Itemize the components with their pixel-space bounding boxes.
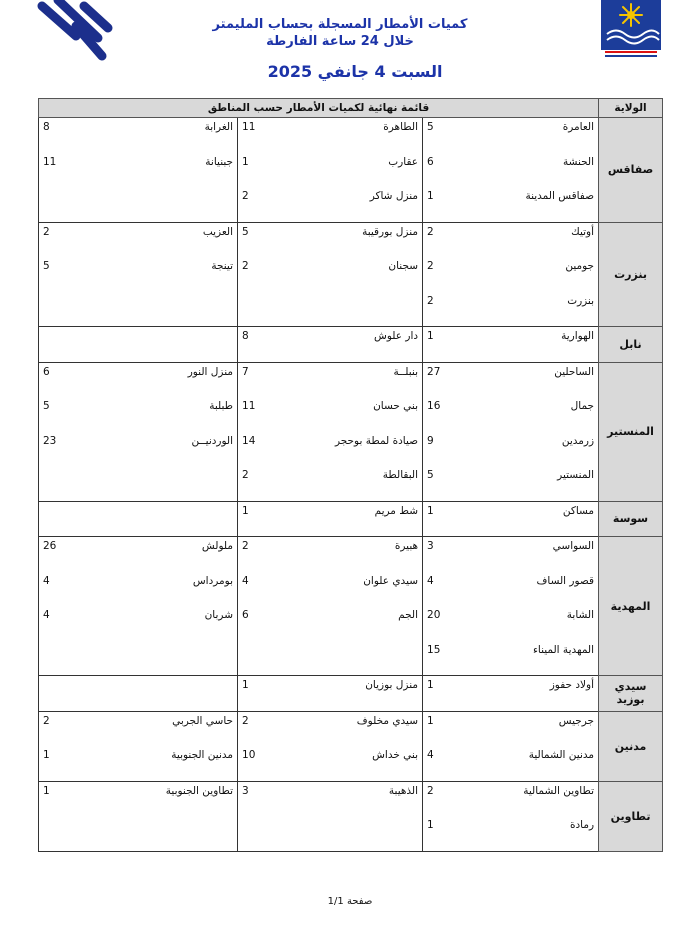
table-row: [39, 606, 663, 641]
rainfall-value: 1: [423, 327, 461, 363]
rainfall-value: [39, 187, 86, 222]
station-name: هبيرة: [276, 537, 423, 572]
rainfall-value: 3: [238, 781, 276, 816]
rainfall-value: 1: [423, 711, 461, 746]
rainfall-value: 1: [423, 676, 461, 712]
page-subtitle: خلال 24 ساعة الفارطة: [266, 34, 414, 49]
governorate-name: المهدية: [599, 537, 663, 676]
station-name: الهوارية: [461, 327, 599, 363]
table-row: [39, 257, 663, 292]
rainfall-value: 4: [43, 609, 50, 621]
rainfall-value: 2: [423, 781, 461, 816]
rainfall-value: 14: [238, 432, 276, 467]
station-name: سيدي علوان: [363, 574, 419, 587]
station-name: العامرة: [461, 118, 599, 153]
rainfall-value: 11: [43, 155, 57, 168]
table-row: [39, 781, 663, 816]
station-name: [86, 187, 238, 222]
station-name: بنزرت: [461, 292, 599, 327]
station-name: بني خداش: [276, 746, 423, 781]
rainfall-body: [39, 118, 663, 852]
station-name: [86, 327, 238, 363]
station-name: جبنيانة: [205, 155, 234, 168]
rainfall-value: 2: [238, 257, 276, 292]
rainfall-value: 2: [423, 257, 461, 292]
rainfall-value: 1: [423, 816, 461, 851]
table-row: [39, 362, 663, 397]
rainfall-value: 1: [238, 153, 276, 188]
rainfall-value: 5: [423, 118, 461, 153]
table-row: [39, 676, 663, 712]
station-name: الغرابة: [86, 118, 238, 153]
rainfall-value: 26: [39, 537, 86, 572]
rainfall-value: 7: [238, 362, 276, 397]
station-name: [86, 816, 238, 851]
table-row: [39, 292, 663, 327]
table-row: [39, 118, 663, 153]
station-name: منزل شاكر: [276, 187, 423, 222]
rainfall-value: 3: [423, 537, 461, 572]
rainfall-value: 10: [238, 746, 276, 781]
station-name: طبلبة: [209, 400, 234, 412]
station-name: [276, 816, 423, 851]
governorate-name: تطاوين: [599, 781, 663, 851]
station-name: [276, 641, 423, 676]
station-name: رمادة: [461, 816, 599, 851]
station-name: سجنان: [388, 260, 419, 272]
station-name: تطاوين الشمالية: [461, 781, 599, 816]
table-row: [39, 711, 663, 746]
station-name: مدنين الشمالية: [461, 746, 599, 781]
governorate-name: المنستير: [599, 362, 663, 501]
rainfall-value: 2: [39, 222, 86, 257]
table-row: [39, 432, 663, 467]
station-name: الساحلين: [461, 362, 599, 397]
page-number: صفحة 1/1: [327, 896, 373, 907]
station-name: شط مريم: [276, 501, 423, 537]
station-name: الحنشة: [562, 155, 595, 168]
station-name: جرجيس: [461, 711, 599, 746]
rainfall-table: [38, 98, 663, 852]
station-name: الجم: [398, 609, 419, 621]
table-row: [39, 641, 663, 676]
rainfall-value: 15: [423, 641, 461, 676]
rainfall-value: 4: [238, 572, 276, 607]
rainfall-value: 2: [238, 187, 276, 222]
rainfall-value: 1: [423, 187, 461, 222]
rainfall-value: 2: [238, 466, 276, 501]
station-name: الذهيبة: [276, 781, 423, 816]
rainfall-value: 1: [39, 746, 86, 781]
rainfall-value: [39, 466, 86, 501]
table-row: [39, 397, 663, 432]
rainfall-value: 16: [423, 397, 461, 432]
rainfall-value: [39, 501, 86, 537]
rainfall-value: 27: [423, 362, 461, 397]
station-name: العزيب: [86, 222, 238, 257]
station-name: مساكن: [461, 501, 599, 537]
header-governorate: الولاية: [599, 99, 663, 118]
rainfall-value: 2: [423, 222, 461, 257]
rainfall-value: [238, 641, 276, 676]
rainfall-value: 4: [423, 746, 461, 781]
rainfall-value: [39, 641, 86, 676]
station-name: جومين: [565, 260, 595, 272]
governorate-name: سيدي بوزيد: [599, 676, 663, 712]
table-row: [39, 222, 663, 257]
governorate-name: صفاقس: [599, 118, 663, 223]
station-name: جمال: [570, 400, 595, 412]
station-name: دار علوش: [276, 327, 423, 363]
table-row: [39, 746, 663, 781]
page-title: كميات الأمطار المسجلة بحساب المليمتر: [212, 17, 468, 32]
station-name: [86, 292, 238, 327]
rainfall-value: 8: [39, 118, 86, 153]
rainfall-value: [39, 327, 86, 363]
station-name: مدنين الجنوبية: [86, 746, 238, 781]
stripes-logo-icon: [36, 0, 116, 70]
rainfall-value: [39, 816, 86, 851]
station-name: الوردنيــن: [191, 434, 234, 447]
rainfall-value: 8: [238, 327, 276, 363]
station-name: [86, 466, 238, 501]
station-name: تينجة: [211, 260, 234, 272]
rainfall-value: 23: [43, 434, 57, 447]
station-name: [276, 292, 423, 327]
station-name: حاسي الجربي: [86, 711, 238, 746]
rainfall-value: 1: [238, 501, 276, 537]
table-row: [39, 327, 663, 363]
rainfall-value: 6: [39, 362, 86, 397]
rainfall-value: 9: [423, 432, 461, 467]
station-name: البقالطة: [276, 466, 423, 501]
inm-logo-icon: [601, 0, 661, 62]
rainfall-value: 11: [238, 397, 276, 432]
station-name: [86, 641, 238, 676]
rainfall-value: [238, 816, 276, 851]
station-name: الشابة: [566, 609, 595, 621]
station-name: تطاوين الجنوبية: [86, 781, 238, 816]
rainfall-value: [39, 676, 86, 712]
rainfall-value: 4: [43, 574, 50, 587]
rainfall-value: 2: [423, 292, 461, 327]
station-name: الطاهرة: [276, 118, 423, 153]
page-header: [190, 16, 490, 50]
station-name: زرمدين: [561, 434, 595, 447]
station-name: سيدي مخلوف: [276, 711, 423, 746]
rainfall-value: 2: [39, 711, 86, 746]
rainfall-value: 5: [238, 222, 276, 257]
station-name: [86, 676, 238, 712]
report-date: السبت 4 جانفي 2025: [267, 62, 443, 81]
station-name: منزل بورقيبة: [276, 222, 423, 257]
station-name: المهدية الميناء: [461, 641, 599, 676]
rainfall-value: 11: [238, 118, 276, 153]
station-name: صيادة لمطة بوحجر: [334, 434, 419, 447]
station-name: شربان: [204, 609, 234, 621]
governorate-name: بنزرت: [599, 222, 663, 327]
rainfall-value: 2: [238, 711, 276, 746]
rainfall-value: 1: [39, 781, 86, 816]
rainfall-value: 4: [423, 572, 461, 607]
rainfall-value: [238, 292, 276, 327]
station-name: السواسي: [461, 537, 599, 572]
station-name: أوتيك: [461, 222, 599, 257]
rainfall-value: 6: [423, 153, 461, 188]
table-row: [39, 466, 663, 501]
rainfall-value: 2: [238, 537, 276, 572]
governorate-name: نابل: [599, 327, 663, 363]
header-list: قائمة نهائية لكميات الأمطار حسب المناطق: [39, 99, 599, 118]
station-name: منزل بوزيان: [276, 676, 423, 712]
governorate-name: مدنين: [599, 711, 663, 781]
station-name: عقارب: [388, 155, 419, 168]
station-name: [86, 501, 238, 537]
table-row: [39, 153, 663, 188]
table-row: [39, 501, 663, 537]
station-name: صفاقس المدينة: [461, 187, 599, 222]
rainfall-value: 6: [238, 606, 276, 641]
station-name: بومرداس: [192, 574, 234, 587]
rainfall-value: 5: [423, 466, 461, 501]
rainfall-value: 1: [423, 501, 461, 537]
table-row: [39, 537, 663, 572]
station-name: ملولش: [86, 537, 238, 572]
rainfall-value: 5: [43, 400, 50, 412]
rainfall-value: 20: [423, 606, 461, 641]
table-row: [39, 187, 663, 222]
station-name: قصور الساف: [536, 574, 595, 587]
rainfall-value: [39, 292, 86, 327]
station-name: منزل النور: [86, 362, 238, 397]
table-row: [39, 572, 663, 607]
rainfall-value: 1: [238, 676, 276, 712]
station-name: بني حسان: [373, 400, 419, 412]
station-name: المنستير: [461, 466, 599, 501]
station-name: بنبلــة: [276, 362, 423, 397]
table-row: [39, 816, 663, 851]
station-name: أولاد حفوز: [461, 676, 599, 712]
rainfall-value: 5: [43, 260, 50, 272]
governorate-name: سوسة: [599, 501, 663, 537]
